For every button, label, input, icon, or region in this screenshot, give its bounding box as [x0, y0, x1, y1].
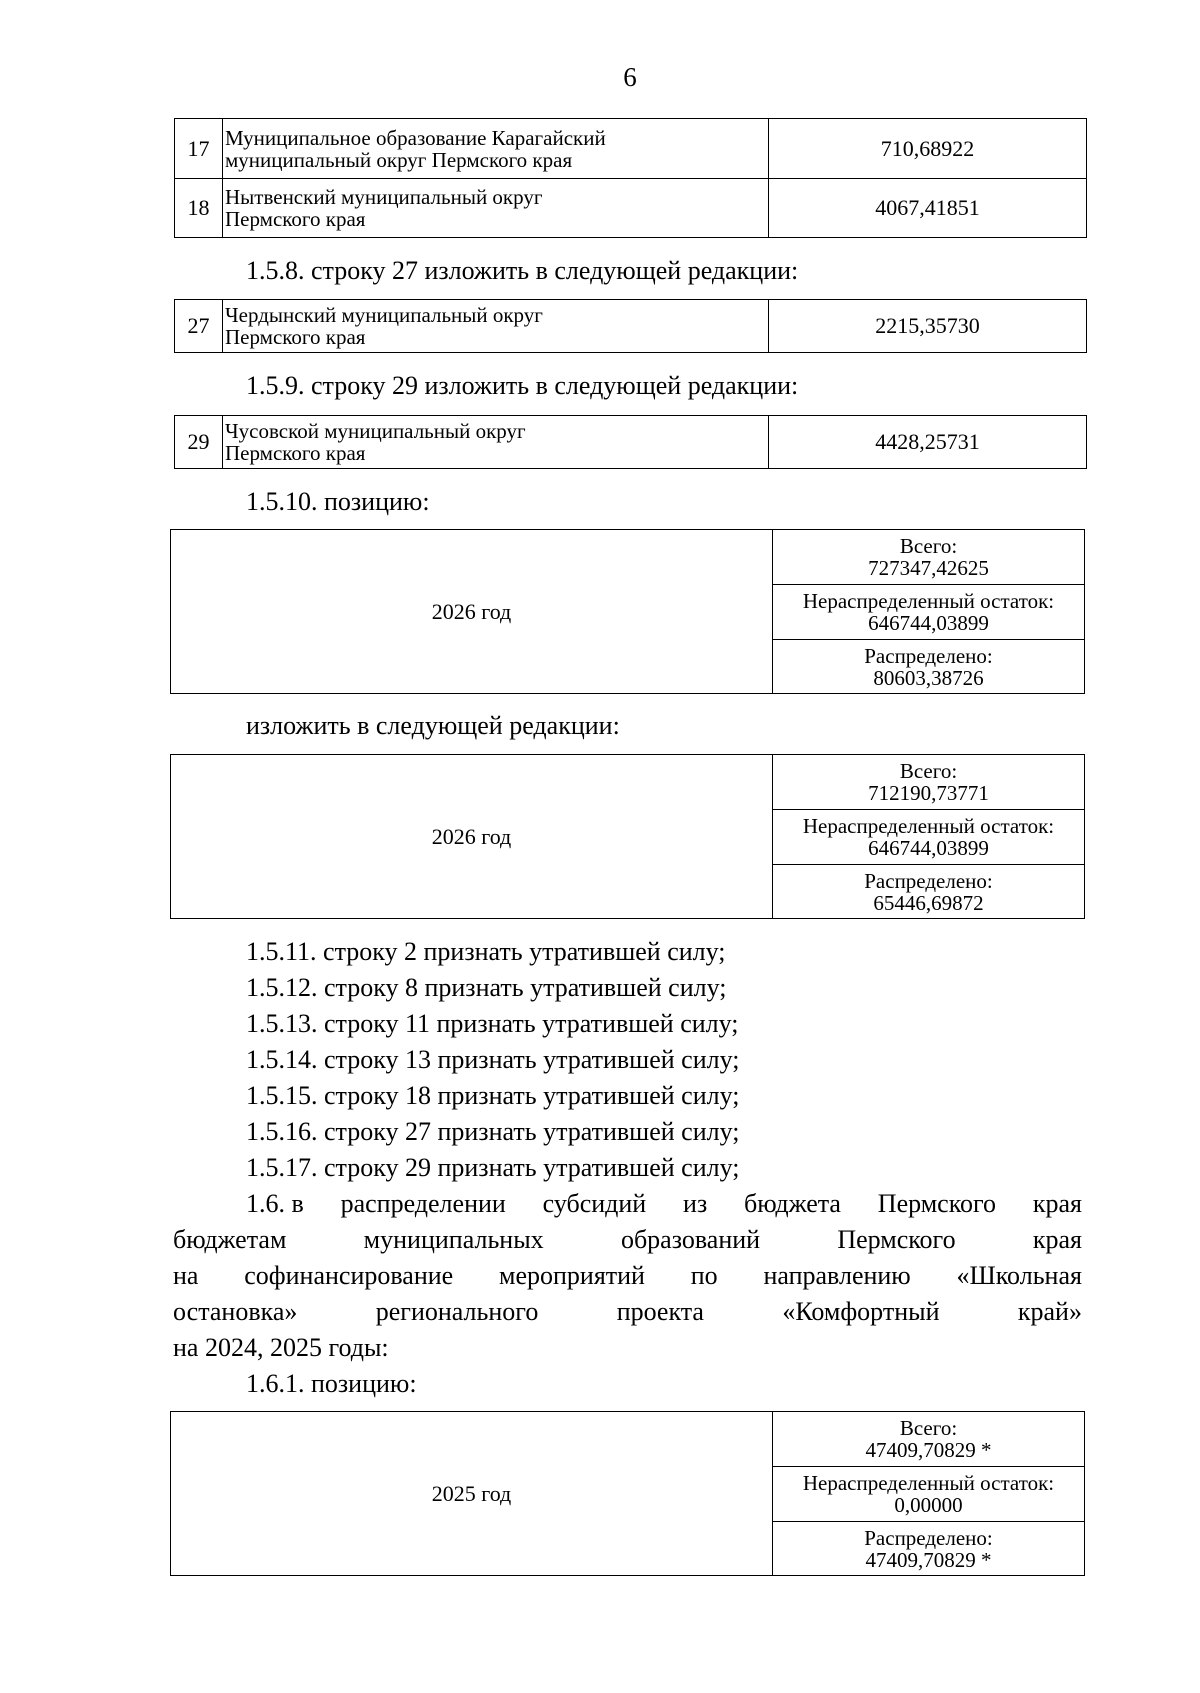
word: проекта	[616, 1297, 704, 1326]
list-item: 1.5.17. строку 29 признать утратившей силу;	[246, 1153, 740, 1182]
row-value: 710,68922	[769, 119, 1087, 179]
table-row	[175, 300, 1087, 353]
word: края	[1032, 1225, 1082, 1254]
paragraph-1-6-line	[173, 1261, 1082, 1291]
paragraph-1-5-10: 1.5.10. позицию:	[246, 487, 430, 516]
paragraph-1-6-line	[246, 1189, 1082, 1219]
page-number: 6	[623, 62, 637, 92]
word: бюджета	[744, 1189, 841, 1218]
row-name	[223, 119, 769, 179]
position-distributed	[773, 1522, 1085, 1576]
paragraph-new-edition: изложить в следующей редакции:	[246, 711, 620, 740]
position-year: 2026 год	[171, 755, 773, 919]
word: из	[683, 1189, 708, 1218]
paragraph-1-6-line	[173, 1225, 1082, 1255]
row-name-line: Муниципальное образование Карагайский	[225, 125, 606, 150]
list-item: 1.5.13. строку 11 признать утратившей силу;	[246, 1009, 739, 1038]
table-row	[175, 416, 1087, 469]
row-name-line: Чусовской муниципальный округ	[225, 419, 526, 443]
word: Пермского	[837, 1225, 956, 1254]
position-total	[773, 530, 1085, 585]
position-table-2025	[170, 1411, 1085, 1576]
list-item: 1.5.12. строку 8 признать утратившей силу;	[246, 973, 727, 1002]
remainder-label: Нераспределенный остаток:	[802, 589, 1055, 613]
word: муниципальных	[363, 1225, 544, 1254]
table-row	[171, 1412, 1085, 1467]
distributed-label: Распределено:	[864, 868, 993, 893]
remainder-value: 0,00000	[894, 1493, 963, 1517]
remainder-value: 646744,03899	[868, 611, 989, 635]
remainder-value: 646744,03899	[868, 836, 989, 860]
position-table-2026-old	[170, 529, 1085, 694]
row-number: 17	[175, 119, 223, 179]
word: субсидий	[542, 1189, 647, 1218]
remainder-label: Нераспределенный остаток:	[802, 1471, 1055, 1495]
paragraph-1-5-8: 1.5.8. строку 27 изложить в следующей редакции:	[246, 256, 799, 285]
table-row	[171, 530, 1085, 585]
word: на	[173, 1261, 199, 1290]
row-name-line: муниципальный округ Пермского края	[225, 147, 573, 172]
position-year: 2025 год	[171, 1412, 773, 1576]
position-remainder	[773, 585, 1085, 640]
remainder-label: Нераспределенный остаток:	[802, 814, 1055, 838]
position-remainder	[773, 810, 1085, 865]
word: 1.6. в	[246, 1189, 304, 1218]
row-name-line: Пермского края	[225, 441, 366, 465]
row-number: 27	[175, 300, 223, 353]
word: край»	[1017, 1297, 1082, 1326]
word: по	[690, 1261, 718, 1290]
total-label: Всего:	[899, 534, 958, 558]
total-value: 727347,42625	[868, 556, 989, 580]
row-name	[223, 416, 769, 469]
position-total	[773, 755, 1085, 810]
word: образований	[620, 1225, 761, 1254]
table-rows-17-18	[174, 118, 1087, 238]
position-distributed	[773, 640, 1085, 694]
position-table-2026-new	[170, 754, 1085, 919]
word: мероприятий	[499, 1261, 645, 1290]
total-value: 47409,70829 *	[865, 1438, 992, 1462]
paragraph-1-5-9: 1.5.9. строку 29 изложить в следующей редакции:	[246, 371, 799, 400]
table-row	[175, 179, 1087, 238]
list-item: 1.5.15. строку 18 признать утратившей силу;	[246, 1081, 740, 1110]
total-label: Всего:	[899, 1416, 958, 1440]
table-row	[175, 119, 1087, 179]
word: бюджетам	[173, 1225, 287, 1254]
word: софинансирование	[244, 1261, 454, 1290]
list-item: 1.5.11. строку 2 признать утратившей силу;	[246, 937, 726, 966]
distributed-value: 80603,38726	[873, 665, 984, 690]
row-value: 2215,35730	[769, 300, 1087, 353]
distributed-value: 47409,70829 *	[865, 1547, 992, 1572]
word: распределении	[340, 1189, 506, 1218]
word: «Комфортный	[782, 1297, 940, 1326]
row-name-line: Нытвенский муниципальный округ	[225, 185, 543, 209]
word: регионального	[375, 1297, 539, 1326]
position-year: 2026 год	[171, 530, 773, 694]
row-value: 4428,25731	[769, 416, 1087, 469]
word: края	[1032, 1189, 1082, 1218]
table-row-29	[174, 415, 1087, 469]
word: направлению	[763, 1261, 911, 1290]
row-name	[223, 300, 769, 353]
row-name-line: Чердынский муниципальный округ	[225, 303, 543, 327]
total-value: 712190,73771	[868, 781, 989, 805]
position-remainder	[773, 1467, 1085, 1522]
position-distributed	[773, 865, 1085, 919]
row-value: 4067,41851	[769, 179, 1087, 238]
list-item: 1.5.16. строку 27 признать утратившей силу;	[246, 1117, 740, 1146]
paragraph-1-6-line	[173, 1297, 1082, 1327]
word: остановка»	[173, 1297, 298, 1326]
position-total	[773, 1412, 1085, 1467]
list-item: 1.5.14. строку 13 признать утратившей силу;	[246, 1045, 740, 1074]
row-name-line: Пермского края	[225, 207, 366, 231]
table-row	[171, 755, 1085, 810]
distributed-value: 65446,69872	[873, 890, 984, 915]
table-row-27	[174, 299, 1087, 353]
row-name-line: Пермского края	[225, 325, 366, 349]
distributed-label: Распределено:	[864, 643, 993, 668]
row-number: 29	[175, 416, 223, 469]
paragraph-1-6-1: 1.6.1. позицию:	[246, 1369, 417, 1398]
row-number: 18	[175, 179, 223, 238]
word: «Школьная	[956, 1261, 1082, 1290]
paragraph-1-6-last-line: на 2024, 2025 годы:	[173, 1333, 389, 1362]
word: Пермского	[877, 1189, 997, 1218]
row-name	[223, 179, 769, 238]
total-label: Всего:	[899, 759, 958, 783]
distributed-label: Распределено:	[864, 1525, 993, 1550]
